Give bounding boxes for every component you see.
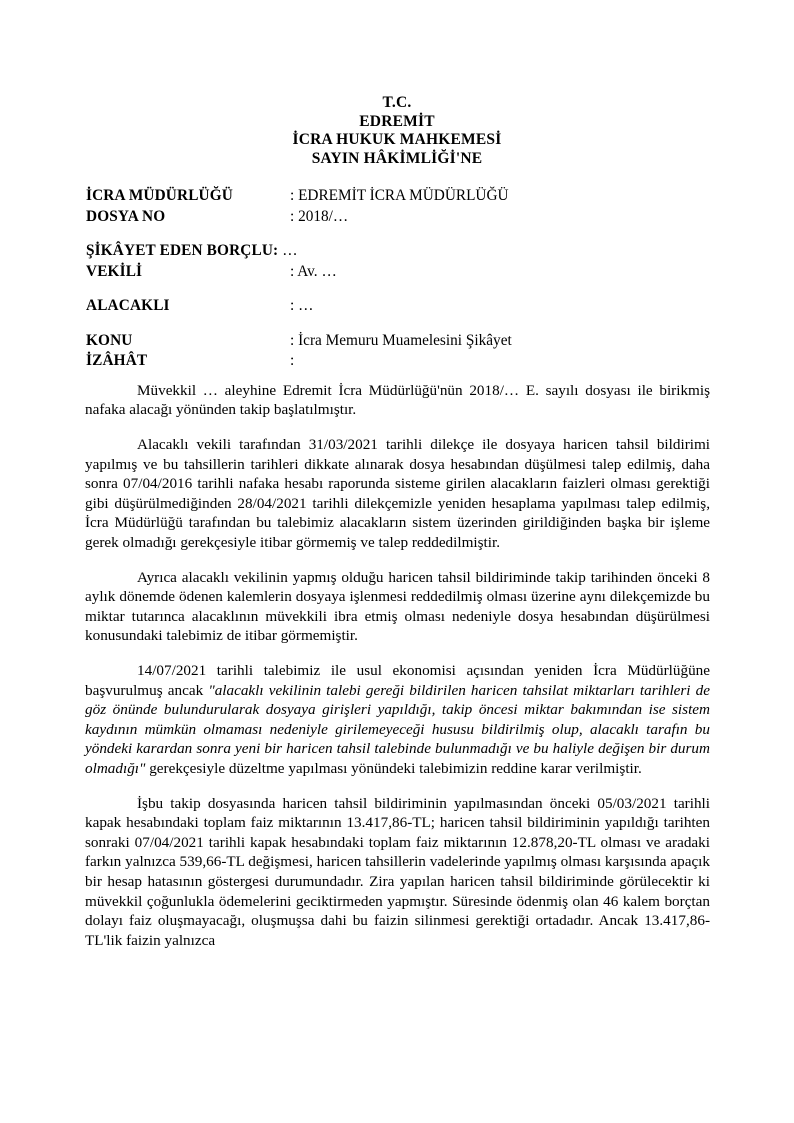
label-sikayet-eden-borclu: ŞİKÂYET EDEN BORÇLU: xyxy=(86,242,279,260)
paragraph-4 xyxy=(85,661,710,779)
field-row-sikayet-eden-borclu xyxy=(86,241,710,262)
label-alacakli: ALACAKLI xyxy=(86,297,170,315)
value-alacakli: : … xyxy=(290,297,314,315)
field-row-konu xyxy=(86,331,710,352)
paragraph-1: Müvekkil … aleyhine Edremit İcra Müdürlüğü'nün 2018/… E. sayılı dosyası ile birikmiş nafaka alacağı yönünden takip başlatılmıştır. xyxy=(85,381,710,419)
field-group-subject xyxy=(86,331,710,372)
paragraph-3: Ayrıca alacaklı vekilinin yapmış olduğu haricen tahsil bildiriminde takip tarihinden önceki 8 aylık dönemde ödenen kalemlerin dosyaya işlenmesi reddedilmiş olması üzerine aynı dilekçemizde bu miktar tutarınca alacaklının müvekkili ibra etmiş olması nedeniyle dosya hesabından düşürülmesi konusundaki talebimiz de itibar görmemiştir. xyxy=(85,568,710,645)
label-izahat: İZÂHÂT xyxy=(86,352,148,370)
heading-line-addressee: SAYIN HÂKİMLİĞİ'NE xyxy=(311,149,483,167)
heading-line-city: EDREMİT xyxy=(359,112,435,130)
paragraph-4-outro: gerekçesiyle düzeltme yapılması yönündeki talebimizin reddine karar verilmiştir. xyxy=(145,759,642,777)
paragraph-4-quotation: "alacaklı vekilinin talebi gereği bildirilen haricen tahsilat miktarları tarihleri de göz önünde bulundurularak dosyaya girişleri yapıldığı, takip öncesi miktar bakımından ise sistem kaydının mümkün olmaması nedeniyle girilemeyeceği hususu bildirilmiş olup, alacaklı tarafın bu yöndeki karardan sonra yeni bir haricen tahsil talebinde bulunmadığı ve bu haliyle değişen bir durum olmadığı" xyxy=(85,681,711,777)
field-spacer-1 xyxy=(86,227,710,241)
field-group-office xyxy=(86,186,710,227)
paragraph-2: Alacaklı vekili tarafından 31/03/2021 tarihli dilekçe ile dosyaya haricen tahsil bildirimi yapılmış ve bu tahsillerin tarihleri dikkate alınarak dosya hesabından düşülmesi talep edilmiş, daha sonra 07/04/2016 tarihli nafaka hesabı raporunda sisteme girilen alacakların faizleri olması gerektiği gibi düşürülmediğinden 28/04/2021 tarihli dilekçemizle yeniden hesaplama yapılması talep edilmiş, İcra Müdürlüğü tarafından bu talebimiz alacakların sistem üzerinden girildiğinden başka bir işleme gerek olmadığı gerekçesiyle itibar görmemiş ve talep reddedilmiştir. xyxy=(85,436,710,552)
label-konu: KONU xyxy=(86,331,133,349)
field-row-izahat xyxy=(86,351,710,372)
value-icra-mudurlugu: : EDREMİT İCRA MÜDÜRLÜĞÜ xyxy=(290,187,509,205)
heading-line-court: İCRA HUKUK MAHKEMESİ xyxy=(292,131,502,149)
label-vekili: VEKİLİ xyxy=(86,262,143,280)
field-row-icra-mudurlugu xyxy=(86,186,710,207)
paragraph-5: İşbu takip dosyasında haricen tahsil bildiriminin yapılmasından önceki 05/03/2021 tarihli kapak hesabındaki toplam faiz miktarının 13.417,86-TL; haricen tahsil bildiriminin yapıldığı tarihten sonraki 07/04/2021 tarihli kapak hesabındaki toplam faiz miktarının 12.878,20-TL olması ve aradaki farkın yalnızca 539,66-TL değişmesi, haricen tahsillerin vadelerinde yapılmış olması karşısında apaçık bir hesap hatasının göstergesi durumundadır. Zira yapılan haricen tahsil bildiriminde görülecektir ki müvekkil çoğunlukla ödemelerini geciktirmeden yapmıştır. Süresinde ödenmiş olan 46 kalem borçtan dolayı faiz oluşmayacağı, oluşmuşsa dahi bu faizin silinmesi gerektiği ortadadır. Ancak 13.417,86-TL'lik faizin yalnızca xyxy=(85,794,710,949)
field-group-debtor xyxy=(86,241,710,282)
field-block xyxy=(0,186,794,372)
field-row-vekili xyxy=(86,262,710,283)
field-spacer-2 xyxy=(86,282,710,296)
value-vekili: : Av. … xyxy=(290,262,337,280)
value-dosya-no: : 2018/… xyxy=(290,207,349,225)
field-row-alacakli xyxy=(86,296,710,317)
paragraph-4-intro: 14/07/2021 tarihli talebimiz ile usul ekonomisi açısından yeniden İcra Müdürlüğüne başvurulmuş ancak xyxy=(85,662,710,699)
label-icra-mudurlugu: İCRA MÜDÜRLÜĞÜ xyxy=(86,187,233,205)
field-row-dosya-no xyxy=(86,207,710,228)
heading-line-tc: T.C. xyxy=(382,94,412,111)
value-konu: : İcra Memuru Muamelesini Şikâyet xyxy=(290,331,512,349)
value-izahat: : xyxy=(290,352,295,370)
field-group-creditor xyxy=(86,296,710,317)
label-dosya-no: DOSYA NO xyxy=(86,207,166,225)
value-sikayet-eden-borclu: … xyxy=(282,242,298,260)
body-text xyxy=(0,381,794,950)
court-heading xyxy=(0,0,794,168)
field-spacer-3 xyxy=(86,317,710,331)
